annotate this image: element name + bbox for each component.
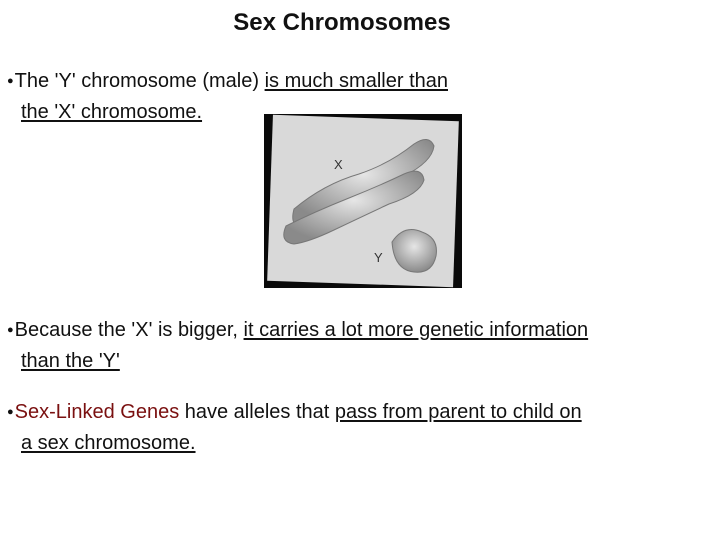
label-y: Y (374, 250, 383, 265)
bullet-text-underlined-2: a sex chromosome. (21, 432, 196, 455)
bullet-sex-linked (7, 397, 697, 459)
bullet-text-underlined-2: the 'X' chromosome. (21, 101, 203, 124)
label-x: X (334, 157, 343, 172)
bullet-text-plain: Because the 'X' is bigger, (14, 319, 244, 341)
bullet-x-bigger (7, 315, 697, 377)
bullet-dot-icon: ● (7, 324, 14, 337)
bullet-text-underlined: it carries a lot more genetic information (243, 319, 589, 341)
bullet-dot-icon: ● (7, 75, 14, 88)
bullet-text-underlined: is much smaller than (264, 70, 448, 92)
bullet-dot-icon: ● (7, 406, 14, 419)
bullet-text-underlined: pass from parent to child on (334, 401, 582, 423)
bullet-text-underlined-2: than the 'Y' (21, 350, 120, 373)
bullet-text-plain: have alleles that (179, 401, 335, 423)
bullet-term-red: Sex-Linked Genes (14, 401, 180, 423)
chromosome-micrograph (264, 114, 462, 288)
bullet-text-plain: The 'Y' chromosome (male) (14, 70, 265, 92)
slide-title: Sex Chromosomes (233, 9, 451, 36)
